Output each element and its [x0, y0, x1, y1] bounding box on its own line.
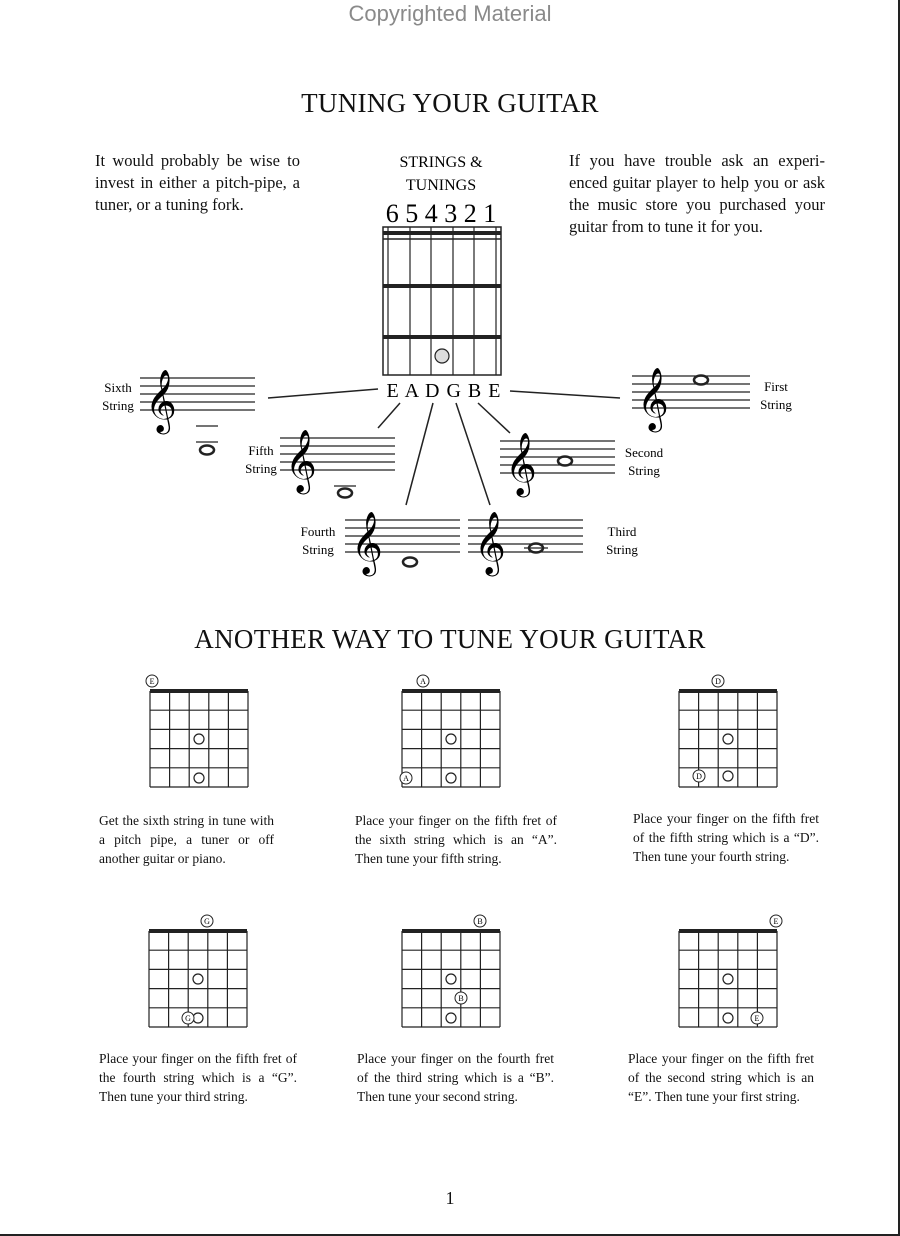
section-title-another-way: ANOTHER WAY TO TUNE YOUR GUITAR	[194, 624, 706, 654]
intro-left-paragraph: It would probably be wise to invest in either a pitch-pipe, a tuner, or a tuning fork.	[95, 151, 300, 214]
fretted-note-marker: D	[696, 772, 702, 781]
sixth-string-label-line2: String	[102, 398, 134, 413]
treble-clef: 𝄞	[505, 434, 537, 494]
fretted-note-marker: B	[458, 994, 464, 1003]
fret-diagram-1	[146, 675, 248, 787]
strings-tunings-title-line1: STRINGS &	[399, 154, 483, 171]
third-string-label-line1: Third	[607, 524, 637, 539]
fifth-string-label-line2: String	[245, 461, 277, 476]
caption-2: Place your finger on the fifth fret of the sixth string which is an “A”. Then tune your fifth string.	[355, 813, 557, 866]
note-marker: D	[715, 677, 721, 686]
fret-diagram-4	[149, 915, 247, 1027]
note-marker: B	[477, 917, 483, 926]
first-string-label-line1: First	[764, 379, 788, 394]
note-marker: E	[773, 917, 779, 926]
strings-tunings-title-line2: TUNINGS	[405, 177, 477, 194]
intro-right-paragraph: If you have trouble ask an experi-enced guitar player to help you or ask the music store you purchased your guitar from to tune it for you.	[569, 151, 825, 236]
note-marker: E	[149, 677, 155, 686]
fourth-string-label-line2: String	[302, 542, 334, 557]
fret-diagram-6	[679, 915, 782, 1027]
first-string-label-line2: String	[760, 397, 792, 412]
caption-1: Get the sixth string in tune with a pitch pipe, a tuner or off another guitar or piano.	[99, 813, 274, 866]
fretted-note-marker: E	[754, 1014, 760, 1023]
fret-diagram-2	[400, 675, 500, 787]
second-string-label-line2: String	[628, 463, 660, 478]
caption-4: Place your finger on the fifth fret of the fourth string which is a “G”. Then tune your third string.	[99, 1051, 297, 1104]
sixth-string-label-line1: Sixth	[104, 380, 132, 395]
caption-6: Place your finger on the fifth fret of the second string which is an “E”. Then tune your first string.	[628, 1051, 814, 1104]
note-marker: G	[204, 917, 210, 926]
section-title-tuning: TUNING YOUR GUITAR	[301, 88, 599, 118]
caption-3: Place your finger on the fifth fret of the fifth string which is a “D”. Then tune your fourth string.	[633, 811, 819, 864]
fretted-note-marker: G	[185, 1014, 191, 1023]
fretted-note-marker: A	[403, 774, 409, 783]
fret-diagram-3	[679, 675, 777, 787]
page-number: 1	[445, 1188, 455, 1208]
note-marker: A	[420, 677, 426, 686]
third-string-label-line2: String	[606, 542, 638, 557]
treble-clef: 𝄞	[474, 513, 506, 573]
treble-clef: 𝄞	[145, 371, 177, 431]
second-string-label-line1: Second	[624, 445, 664, 460]
fret-diagram-5	[402, 915, 500, 1027]
fourth-string-label-line1: Fourth	[300, 524, 336, 539]
treble-clef: 𝄞	[285, 431, 317, 491]
treble-clef: 𝄞	[637, 369, 669, 429]
open-string-notes: E A D G B E	[386, 380, 502, 402]
fifth-string-label-line1: Fifth	[248, 443, 274, 458]
caption-5: Place your finger on the fourth fret of the third string which is a “B”. Then tune your second string.	[357, 1051, 554, 1104]
copyright-watermark: Copyrighted Material	[348, 1, 552, 26]
string-numbers: 6 5 4 3 2 1	[385, 199, 497, 228]
treble-clef: 𝄞	[351, 513, 383, 573]
